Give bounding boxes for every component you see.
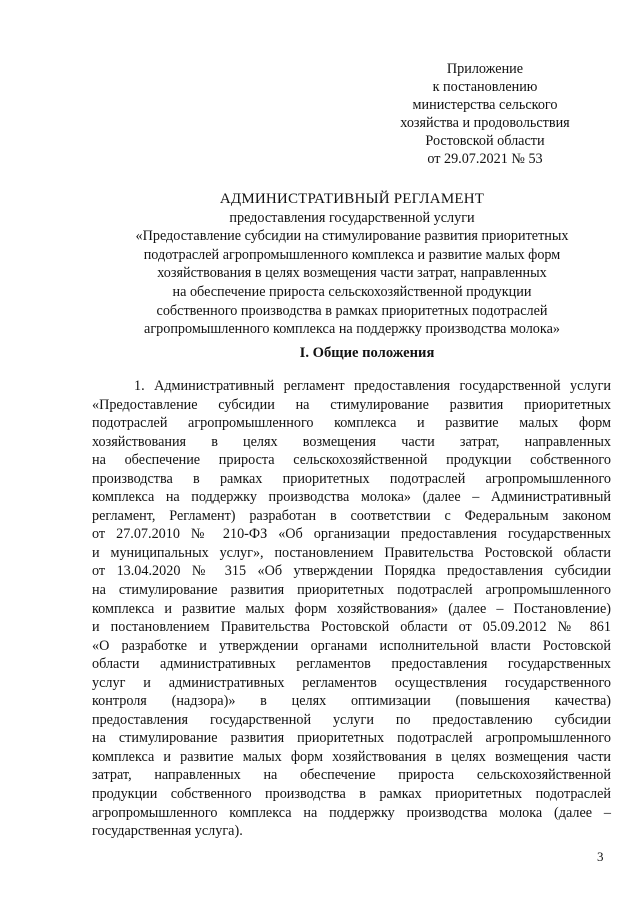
paragraph-line: 1. Административный регламент предоставления государственной услуги xyxy=(134,378,611,394)
paragraph-line: продукции собственного производства в рамках приоритетных подотраслей xyxy=(92,786,611,803)
paragraph-line: комплекса и развитие малых форм хозяйствования» (далее – Постановление) xyxy=(92,600,611,617)
paragraph-line: комплекса и развитие малых форм хозяйствования в целях возмещения части xyxy=(92,748,611,765)
paragraph-line: производства в рамках приоритетных подотраслей агропромышленного xyxy=(92,470,611,487)
paragraph-line: на стимулирование развития приоритетных подотраслей агропромышленного xyxy=(92,730,611,747)
paragraph-line: на стимулирование развития приоритетных подотраслей агропромышленного xyxy=(92,582,611,599)
title-line: собственного производства в рамках приоритетных подотраслей xyxy=(156,302,548,319)
paragraph-line: контроля (надзора)» в целях оптимизации (повышения качества) xyxy=(92,693,611,710)
section-heading: I. Общие положения xyxy=(299,345,435,361)
paragraph-line: от 13.04.2020 № 315 «Об утверждении Порядка предоставления субсидии xyxy=(92,563,611,580)
appendix-line: к постановлению xyxy=(432,79,538,95)
title-line: агропромышленного комплекса на поддержку производства молока» xyxy=(144,321,560,338)
paragraph-line: на обеспечение прироста сельскохозяйственной продукции собственного xyxy=(92,452,611,469)
title-line: подотраслей агропромышленного комплекса и развитие малых форм xyxy=(143,246,561,263)
paragraph-line: комплекса на поддержку производства молока» (далее – Административный xyxy=(92,489,611,506)
paragraph-line: услуг и административных регламентов осуществления государственного xyxy=(92,674,611,691)
paragraph-line: регламент, Регламент) разработан в соответствии с Федеральным законом xyxy=(92,507,611,524)
paragraph-line: области административных регламентов предоставления государственных xyxy=(92,656,611,673)
paragraph-1 xyxy=(92,377,611,841)
appendix-line: Приложение xyxy=(446,61,524,77)
title-line: хозяйствования в целях возмещения части затрат, направленных xyxy=(157,265,547,282)
page-number: 3 xyxy=(597,849,604,864)
paragraph-line: подотраслей агропромышленного комплекса и развитие малых форм xyxy=(92,415,611,432)
title-line: «Предоставление субсидии на стимулирование развития приоритетных xyxy=(135,228,569,245)
appendix-line: Ростовской области xyxy=(425,133,545,149)
title-line: на обеспечение прироста сельскохозяйственной продукции xyxy=(172,283,532,300)
paragraph-line: от 27.07.2010 № 210-ФЗ «Об организации предоставления государственных xyxy=(92,526,611,543)
paragraph-line: «О разработке и утверждении органами исполнительной власти Ростовской xyxy=(92,637,611,654)
title-line: предоставления государственной услуги xyxy=(229,209,475,226)
document-title: АДМИНИСТРАТИВНЫЙ РЕГЛАМЕНТ xyxy=(219,191,485,207)
paragraph-line: и постановлением Правительства Ростовской области от 05.09.2012 № 861 xyxy=(92,619,611,636)
appendix-line: хозяйства и продовольствия xyxy=(400,115,570,131)
paragraph-line: хозяйствования в целях возмещения части затрат, направленных xyxy=(92,433,611,450)
appendix-header xyxy=(360,60,610,168)
paragraph-line: предоставления государственной услуги по предоставлению субсидии xyxy=(92,711,611,728)
paragraph-line: и муниципальных услуг», постановлением Правительства Ростовской области xyxy=(92,544,611,561)
paragraph-line: затрат, направленных на обеспечение прироста сельскохозяйственной xyxy=(92,767,611,784)
appendix-line: от 29.07.2021 № 53 xyxy=(427,151,543,167)
document-title-block xyxy=(92,190,612,339)
paragraph-line: государственная услуга). xyxy=(92,823,243,840)
paragraph-line: «Предоставление субсидии на стимулирование развития приоритетных xyxy=(92,396,611,413)
appendix-line: министерства сельского xyxy=(412,97,558,113)
paragraph-line: агропромышленного комплекса на поддержку производства молока (далее – xyxy=(92,804,611,821)
